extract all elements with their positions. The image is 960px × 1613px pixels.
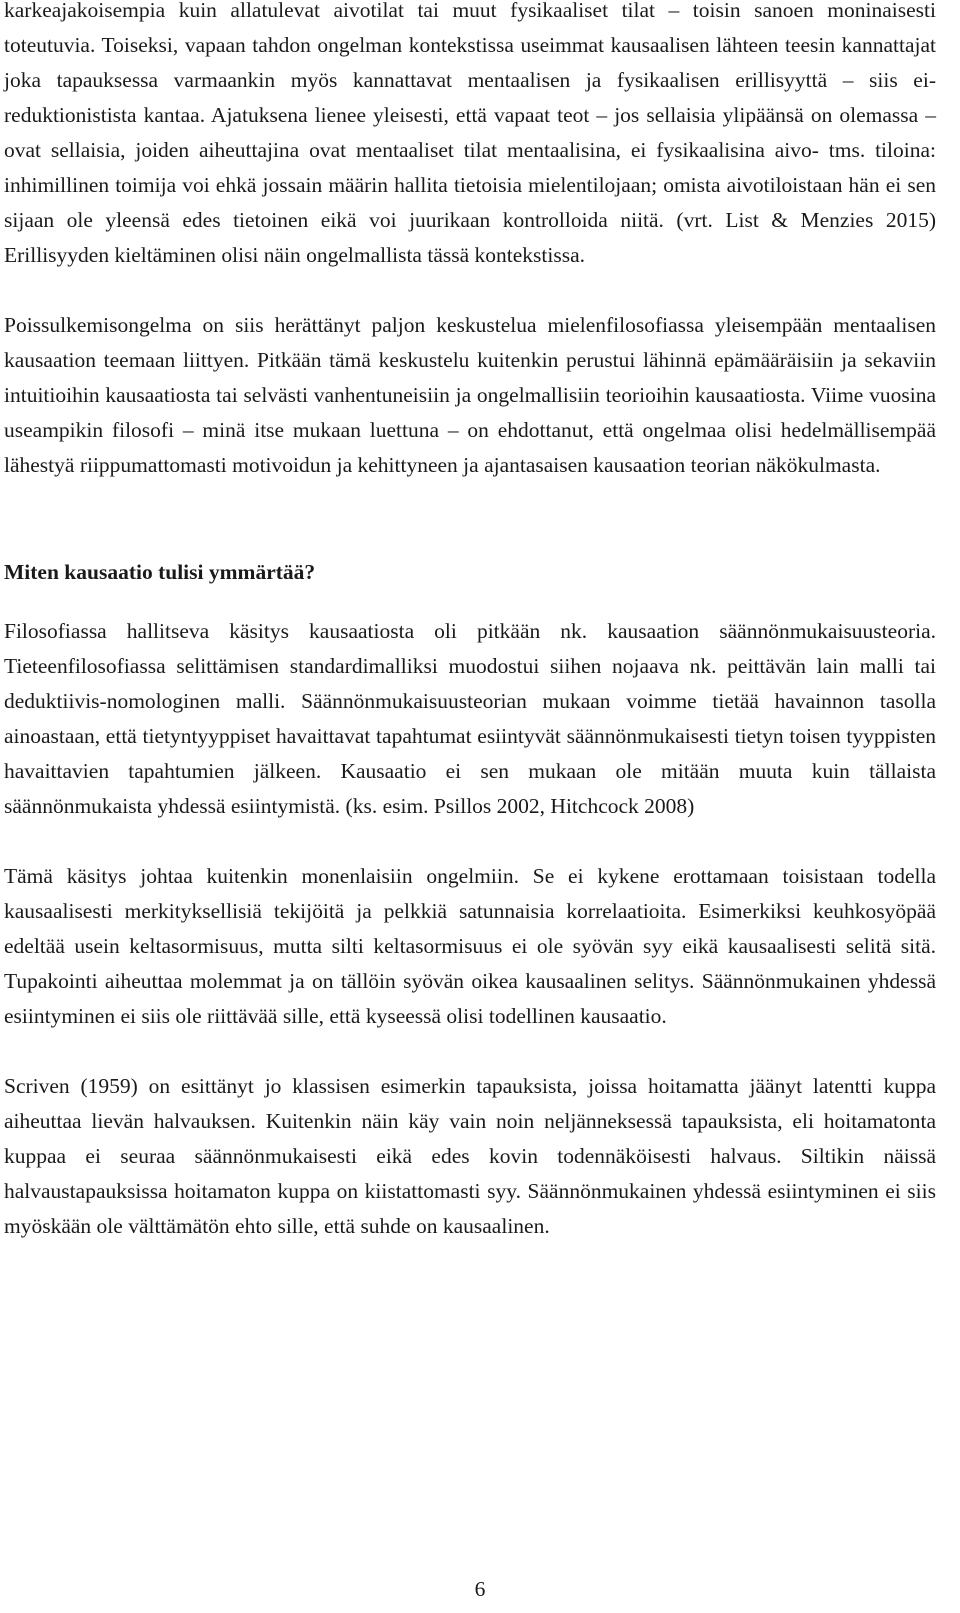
page-number: 6: [474, 1577, 486, 1601]
body-paragraph: Filosofiassa hallitseva käsitys kausaatiosta oli pitkään nk. kausaation säännönmukaisuusteoria. Tieteenfilosofiassa selittämisen standardimalliksi muodostui siihen nojaava nk. peittävän lain malli tai deduktiivis-nomologinen malli. Säännönmukaisuusteorian mukaan voimme tietää havainnon tasolla ainoastaan, että tietyntyyppiset havaittavat tapahtumat esiintyvät säännönmukaisesti tietyn toisen tyyppisten havaittavien tapahtumien jälkeen. Kausaatio ei sen mukaan ole mitään muuta kuin tällaista säännönmukaista yhdessä esiintymistä. (ks. esim. Psillos 2002, Hitchcock 2008): [4, 619, 936, 818]
body-paragraph: Poissulkemisongelma on siis herättänyt paljon keskustelua mielenfilosofiassa yleisempään mentaalisen kausaation teemaan liittyen. Pitkään tämä keskustelu kuitenkin perustui lähinnä epämääräisiin ja sekaviin intuitioihin kausaatiosta tai selvästi vanhentuneisiin ja ongelmallisiin teorioihin kausaatiosta. Viime vuosina useampikin filosofi – minä itse mukaan luettuna – on ehdottanut, että ongelmaa olisi hedelmällisempää lähestyä riippumattomasti motivoidun ja kehittyneen ja ajantasaisen kausaation teorian näkökulmasta.: [4, 313, 936, 477]
body-paragraph: karkeajakoisempia kuin allatulevat aivotilat tai muut fysikaaliset tilat – toisin sanoen moninaisesti toteutuvia. Toiseksi, vapaan tahdon ongelman kontekstissa useimmat kausaalisen lähteen teesin kannattajat joka tapauksessa varmaankin myös kannattavat mentaalisen ja fysikaalisen erillisyyttä – siis ei-reduktionistista kantaa. Ajatuksena lienee yleisesti, että vapaat teot – jos sellaisia ylipäänsä on olemassa – ovat sellaisia, joiden aiheuttajina ovat mentaaliset tilat mentaalisina, ei fysikaalisina aivo- tms. tiloina: inhimillinen toimija voi ehkä jossain määrin hallita tietoisia mielentilojaan; omista aivotiloistaan hän ei sen sijaan ole yleensä edes tietoinen eikä voi juurikaan kontrolloida niitä. (vrt. List & Menzies 2015) Erillisyyden kieltäminen olisi näin ongelmallista tässä kontekstissa.: [4, 0, 936, 267]
document-page: [4, 0, 936, 1244]
body-paragraph: Tämä käsitys johtaa kuitenkin monenlaisiin ongelmiin. Se ei kykene erottamaan toisistaan todella kausaalisesti merkityksellisiä tekijöitä ja pelkkiä satunnaisia korrelaatioita. Esimerkiksi keuhkosyöpää edeltää usein keltasormisuus, mutta silti keltasormisuus ei ole syövän syy eikä kausaalisesti selitä sitä. Tupakointi aiheuttaa molemmat ja on tällöin syövän oikea kausaalinen selitys. Säännönmukainen yhdessä esiintyminen ei siis ole riittävää sille, että kyseessä olisi todellinen kausaatio.: [4, 864, 936, 1028]
section-heading: Miten kausaatio tulisi ymmärtää?: [4, 560, 316, 584]
body-paragraph: Scriven (1959) on esittänyt jo klassisen esimerkin tapauksista, joissa hoitamatta jäänyt latentti kuppa aiheuttaa lievän halvauksen. Kuitenkin näin käy vain noin neljänneksessä tapauksista, eli hoitamatonta kuppaa ei seuraa säännönmukaisesti eikä edes kovin todennäköisesti halvaus. Siltikin näissä halvaustapauksissa hoitamaton kuppa on kiistattomasti syy. Säännönmukainen yhdessä esiintyminen ei siis myöskään ole välttämätön ehto sille, että suhde on kausaalinen.: [4, 1074, 936, 1238]
